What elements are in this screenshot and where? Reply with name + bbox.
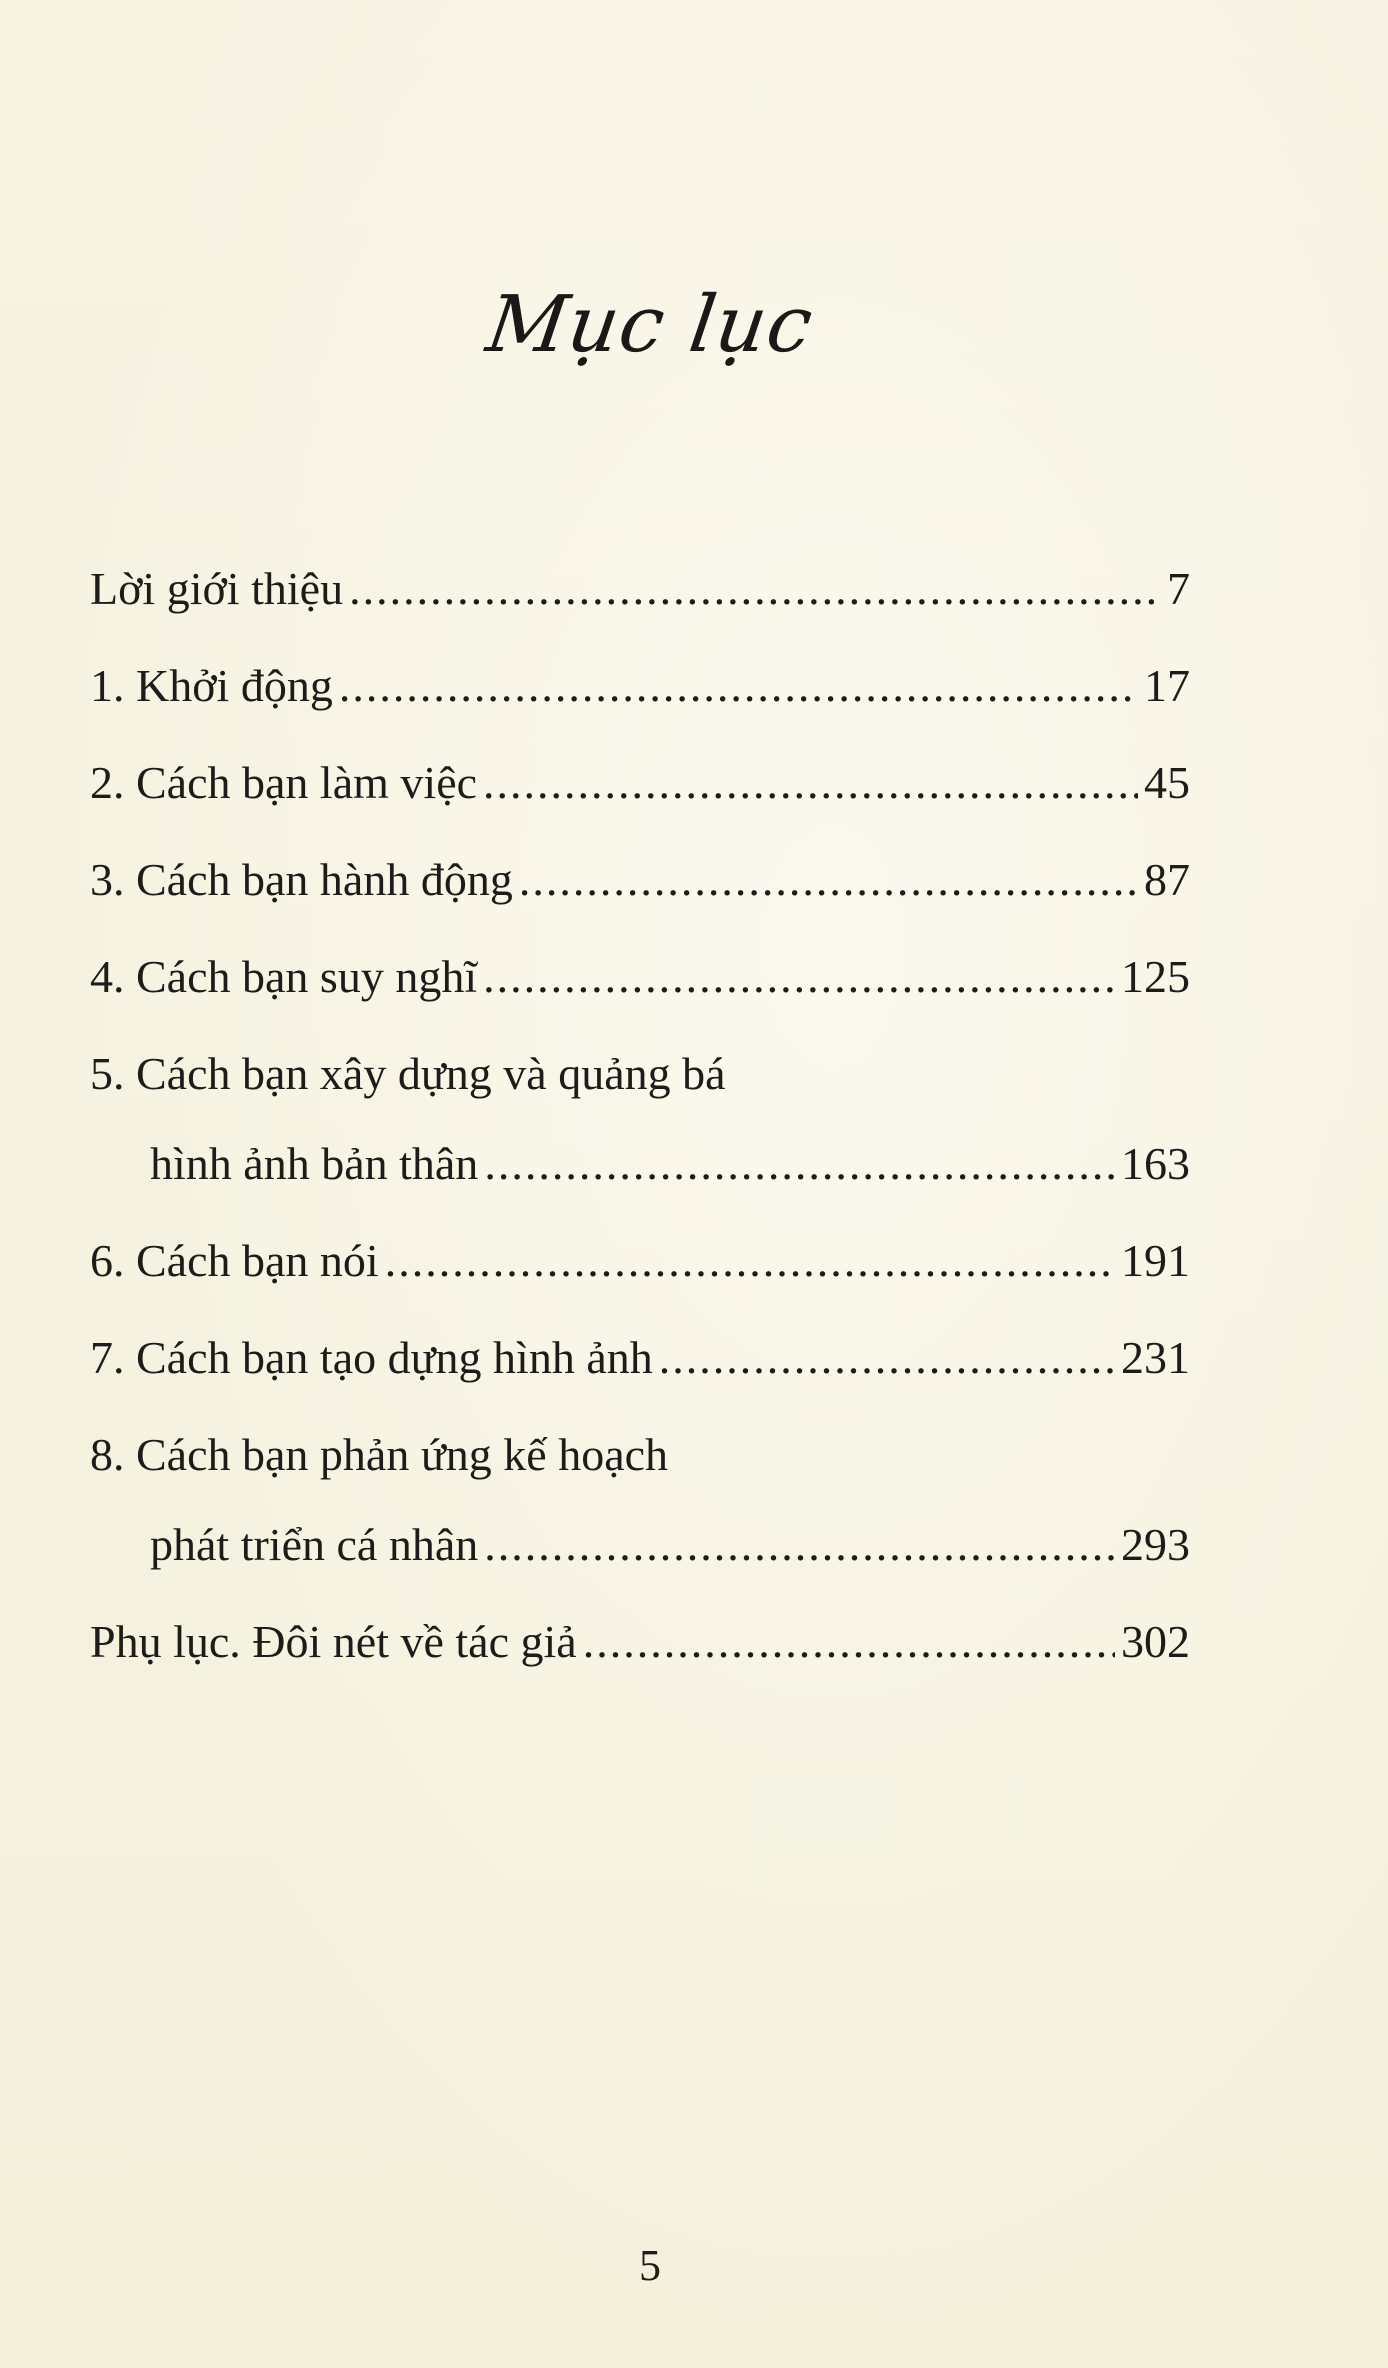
toc-entry-label: 4. Cách bạn suy nghĩ bbox=[90, 951, 478, 1002]
toc-entry-label: Lời giới thiệu bbox=[90, 563, 344, 614]
toc-entry-page: 231 bbox=[1121, 1332, 1190, 1383]
toc-entry-label: 1. Khởi động bbox=[90, 660, 333, 711]
toc-leader-dots bbox=[519, 851, 1138, 909]
toc-entry-label: 3. Cách bạn hành động bbox=[90, 854, 513, 905]
toc-leader-dots bbox=[483, 948, 1115, 1006]
toc-leader-dots bbox=[349, 560, 1161, 618]
toc-entry bbox=[90, 1329, 1190, 1387]
toc-entry bbox=[90, 1045, 1190, 1103]
toc-leader-dots bbox=[484, 1516, 1115, 1574]
toc-entry bbox=[90, 851, 1190, 909]
toc-entry-label: 8. Cách bạn phản ứng kế hoạch bbox=[90, 1429, 669, 1480]
toc-entry bbox=[90, 948, 1190, 1006]
toc-entry-page: 191 bbox=[1121, 1235, 1190, 1286]
toc-leader-dots bbox=[483, 754, 1138, 812]
toc-entry-label-continued: phát triển cá nhân bbox=[150, 1519, 479, 1570]
toc-entry-label: 6. Cách bạn nói bbox=[90, 1235, 379, 1286]
toc-entry-label: Phụ lục. Đôi nét về tác giả bbox=[90, 1616, 577, 1667]
toc-entry-page: 293 bbox=[1121, 1519, 1190, 1570]
toc-entry bbox=[90, 1613, 1190, 1671]
toc-entry bbox=[90, 1232, 1190, 1290]
toc-entry bbox=[90, 1426, 1190, 1484]
toc-entry-continuation bbox=[90, 1516, 1190, 1574]
toc-entry-label-continued: hình ảnh bản thân bbox=[150, 1138, 479, 1189]
toc-entry-page: 302 bbox=[1121, 1616, 1190, 1667]
page-title: Mục lục bbox=[481, 280, 819, 370]
toc-leader-dots bbox=[385, 1232, 1115, 1290]
toc-leader-dots bbox=[583, 1613, 1115, 1671]
toc-entry bbox=[90, 560, 1190, 618]
toc-entry bbox=[90, 657, 1190, 715]
toc-entry-page: 125 bbox=[1121, 951, 1190, 1002]
toc-entry bbox=[90, 754, 1190, 812]
toc-entry-page: 45 bbox=[1144, 757, 1190, 808]
toc-leader-dots bbox=[484, 1135, 1115, 1193]
toc-entry-page: 163 bbox=[1121, 1138, 1190, 1189]
toc-entry-continuation bbox=[90, 1135, 1190, 1193]
toc-entry-label: 5. Cách bạn xây dựng và quảng bá bbox=[90, 1048, 726, 1099]
toc-entry-page: 17 bbox=[1144, 660, 1190, 711]
toc-leader-dots bbox=[339, 657, 1138, 715]
page-number: 5 bbox=[639, 2241, 661, 2290]
toc-entry-page: 7 bbox=[1167, 563, 1190, 614]
toc-entry-label: 7. Cách bạn tạo dựng hình ảnh bbox=[90, 1332, 653, 1383]
toc-entry-label: 2. Cách bạn làm việc bbox=[90, 757, 478, 808]
toc-entry-page: 87 bbox=[1144, 854, 1190, 905]
toc-leader-dots bbox=[659, 1329, 1115, 1387]
